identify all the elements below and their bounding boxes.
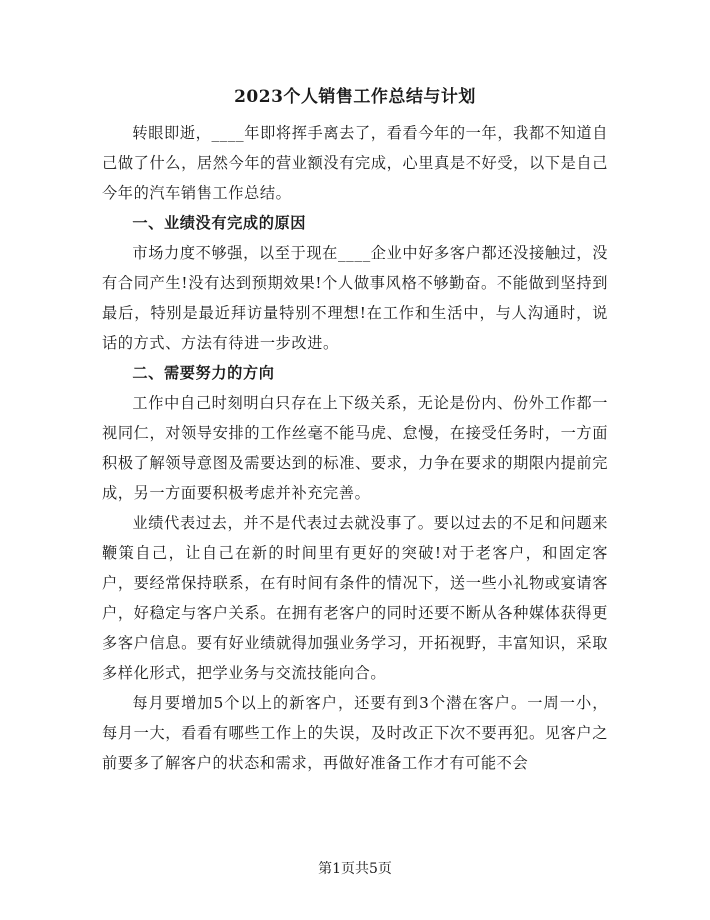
- paragraph-reasons: 市场力度不够强，以至于现在____企业中好多客户都还没接触过，没有合同产生!没有达到预期效果!个人做事风格不够勤奋。不能做到坚持到最后，特别是最近拜访量特别不理想!在工作和生活中，与人沟通时，说话的方式、方法有待进一步改进。: [102, 244, 608, 352]
- document-title: 2023个人销售工作总结与计划: [234, 87, 476, 107]
- section-heading-2: 二、需要努力的方向: [132, 364, 275, 382]
- paragraph-direction-1: 工作中自己时刻明白只存在上下级关系，无论是份内、份外工作都一视同仁，对领导安排的工作丝毫不能马虎、怠慢，在接受任务时，一方面积极了解领导意图及需要达到的标准、要求，力争在要求的期限内提前完成，另一方面要积极考虑并补充完善。: [102, 394, 608, 502]
- paragraph-intro: 转眼即逝，____年即将挥手离去了，看看今年的一年，我都不知道自己做了什么，居然今年的营业额没有完成，心里真是不好受，以下是自己今年的汽车销售工作总结。: [102, 124, 608, 202]
- document-body: [102, 118, 608, 778]
- paragraph-direction-2: 业绩代表过去，并不是代表过去就没事了。要以过去的不足和问题来鞭策自己，让自己在新的时间里有更好的突破!对于老客户，和固定客户，要经常保持联系，在有时间有条件的情况下，送一些小礼物或宴请客户，好稳定与客户关系。在拥有老客户的同时还要不断从各种媒体获得更多客户信息。要有好业绩就得加强业务学习，开拓视野，丰富知识，采取多样化形式，把学业务与交流技能向合。: [102, 514, 608, 682]
- section-heading-1: 一、业绩没有完成的原因: [132, 214, 307, 232]
- page-number: 第1页共5页: [318, 861, 392, 877]
- paragraph-direction-3: 每月要增加5个以上的新客户，还要有到3个潜在客户。一周一小，每月一大，看看有哪些工作上的失误，及时改正下次不要再犯。见客户之前要多了解客户的状态和需求，再做好准备工作才有可能不会: [102, 694, 608, 772]
